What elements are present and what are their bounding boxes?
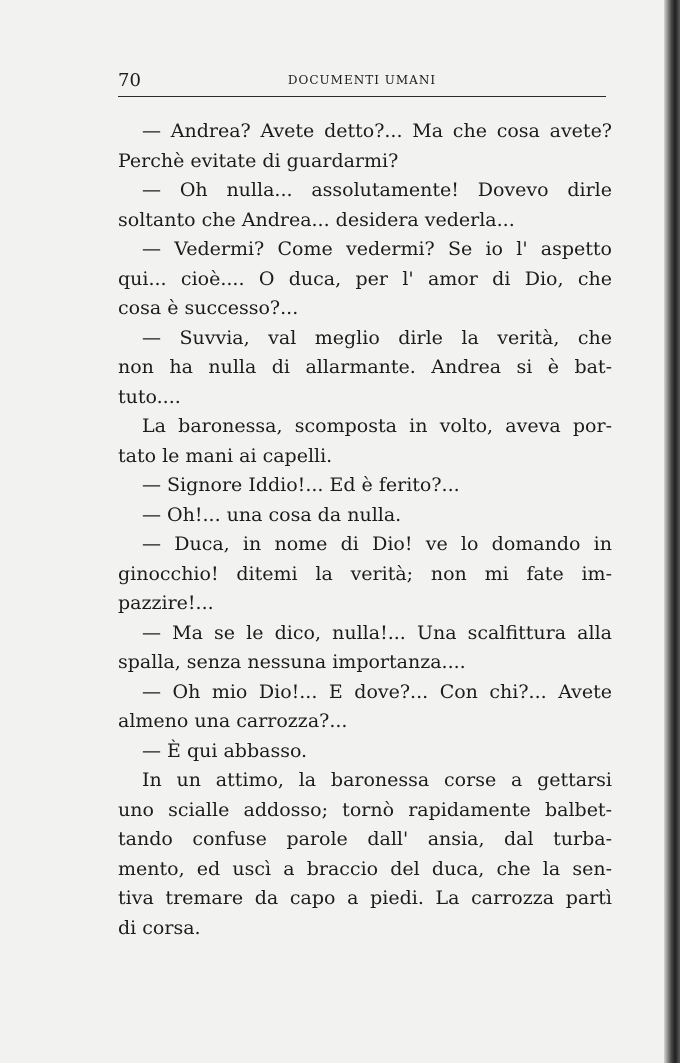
page-header <box>118 70 606 94</box>
text-line: tato le mani ai capelli. <box>118 444 333 467</box>
text-line: — Duca, in nome di Dio! ve lo domando in <box>142 533 612 555</box>
text-line: Perchè evitate di guardarmi? <box>118 149 399 172</box>
text-line: tando confuse parole dall' ansia, dal turba- <box>118 828 612 850</box>
text-line: tiva tremare da capo a piedi. La carrozza partì <box>118 887 612 909</box>
text-line: La baronessa, scomposta in volto, aveva por- <box>142 415 612 437</box>
text-line: uno scialle addosso; tornò rapidamente balbet- <box>118 798 612 821</box>
text-line: spalla, senza nessuna importanza.... <box>118 651 466 673</box>
page-number: 70 <box>118 70 141 91</box>
text-line: — Suvvia, val meglio dirle la verità, che <box>142 326 612 349</box>
text-line: — Signore Iddio!... Ed è ferito?... <box>142 474 460 496</box>
text-line: — Oh!... una cosa da nulla. <box>142 503 402 526</box>
text-line: In un attimo, la baronessa corse a gettarsi <box>142 769 612 791</box>
header-rule <box>118 96 606 97</box>
text-line: tuto.... <box>118 385 181 408</box>
text-line: — Ma se le dico, nulla!... Una scalfittura alla <box>142 621 612 644</box>
text-line: soltanto che Andrea... desidera vederla... <box>118 208 515 231</box>
running-title: DOCUMENTI UMANI <box>287 73 437 87</box>
text-line: qui... cioè.... O duca, per l' amor di Dio, che <box>118 267 612 290</box>
text-line: — Oh mio Dio!... E dove?... Con chi?... Avete <box>142 680 612 703</box>
text-line: pazzire!... <box>118 592 214 614</box>
text-line: — Vedermi? Come vedermi? Se io l' aspetto <box>142 238 612 260</box>
text-line: di corsa. <box>118 916 201 939</box>
text-line: almeno una carrozza?... <box>118 710 348 732</box>
text-line: — Andrea? Avete detto?... Ma che cosa avete? <box>142 120 612 142</box>
text-line: cosa è successo?... <box>118 297 299 319</box>
page-edge-shadow <box>664 0 680 1063</box>
text-line: — È qui abbasso. <box>142 739 308 762</box>
text-line: mento, ed uscì a braccio del duca, che la sen- <box>118 857 612 880</box>
text-line: — Oh nulla... assolutamente! Dovevo dirle <box>142 179 612 201</box>
body-text <box>118 117 612 943</box>
text-line: non ha nulla di allarmante. Andrea si è bat- <box>118 356 612 378</box>
text-line: ginocchio! ditemi la verità; non mi fate im- <box>118 562 612 585</box>
